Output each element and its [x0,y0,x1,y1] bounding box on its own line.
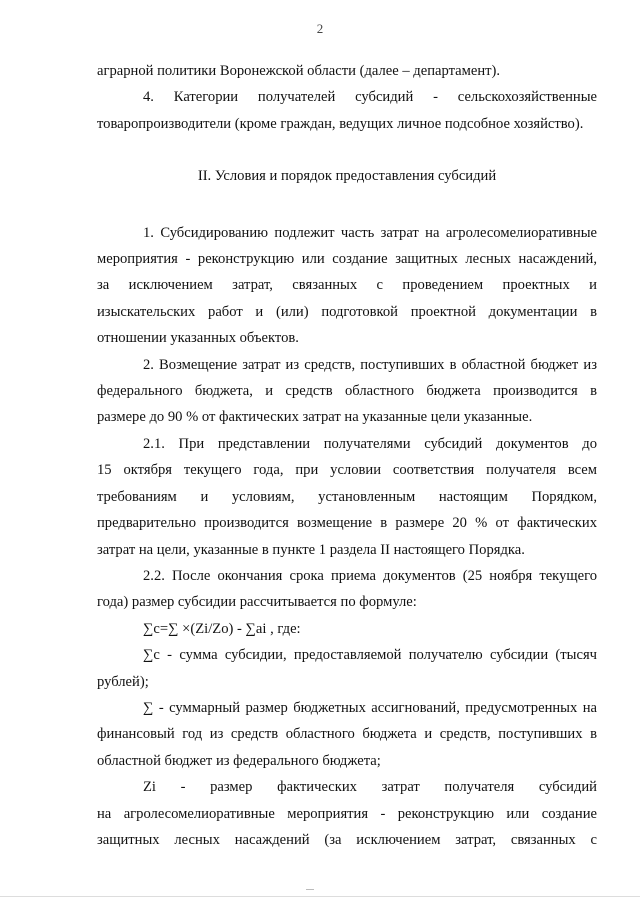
text-line: изыскательских работ и (или) подготовкой проектной документации в [97,303,597,320]
page-mark [306,889,314,890]
text-line: за исключением затрат, связанных с проведением проектных и [97,277,597,294]
text-line: финансовый год из средств областного бюджета и средств, поступивших в [97,726,597,743]
text-line: на агролесомелиоративные мероприятия - реконструкцию или создание [97,805,597,822]
text-line: 4. Категории получателей субсидий - сельскохозяйственные [143,89,597,106]
page-number: 2 [316,21,324,36]
text-line: требованиям и условиям, установленным настоящим Порядком, [97,488,597,505]
text-line: аграрной политики Воронежской области (далее – департамент). [97,63,501,79]
text-line: 1. Субсидированию подлежит часть затрат на агролесомелиоративные [143,224,597,241]
text-line: отношении указанных объектов. [97,330,299,347]
document-body [97,58,597,853]
page-bottom-edge [0,896,640,897]
text-line: 2. Возмещение затрат из средств, поступивших в областной бюджет из [143,356,597,373]
text-line: ∑ - суммарный размер бюджетных ассигнований, предусмотренных на [143,699,597,716]
formula: ∑c=∑ ×(Zi/Zo) - ∑ai , где: [143,620,301,637]
text-line: областной бюджет из федерального бюджета; [97,752,381,769]
text-line: мероприятия - реконструкцию или создание защитных лесных насаждений, [97,251,597,268]
text-line: 15 октября текущего года, при условии соответствия получателя всем [97,462,597,479]
text-line: 2.1. При представлении получателями субсидий документов до [143,435,597,452]
text-line: затрат на цели, указанные в пункте 1 раздела II настоящего Порядка. [97,541,525,558]
text-line: защитных лесных насаждений (за исключением затрат, связанных с [97,831,597,848]
text-line: года) размер субсидии рассчитывается по формуле: [97,594,417,611]
text-line: рублей); [97,673,149,690]
text-line: 2.2. После окончания срока приема документов (25 ноября текущего [143,567,597,584]
text-line: федерального бюджета, и средств областного бюджета производится в [97,383,597,400]
text-line: товаропроизводители (кроме граждан, ведущих личное подсобное хозяйство). [97,115,584,132]
text-line: предварительно производится возмещение в размере 20 % от фактических [97,515,597,532]
text-line: ∑c - сумма субсидии, предоставляемой получателю субсидии (тысяч [143,647,597,664]
text-line: размере до 90 % от фактических затрат на указанные цели указанные. [97,409,533,426]
section-heading: II. Условия и порядок предоставления субсидий [197,168,497,185]
text-line: Zi - размер фактических затрат получателя субсидий [143,779,597,796]
